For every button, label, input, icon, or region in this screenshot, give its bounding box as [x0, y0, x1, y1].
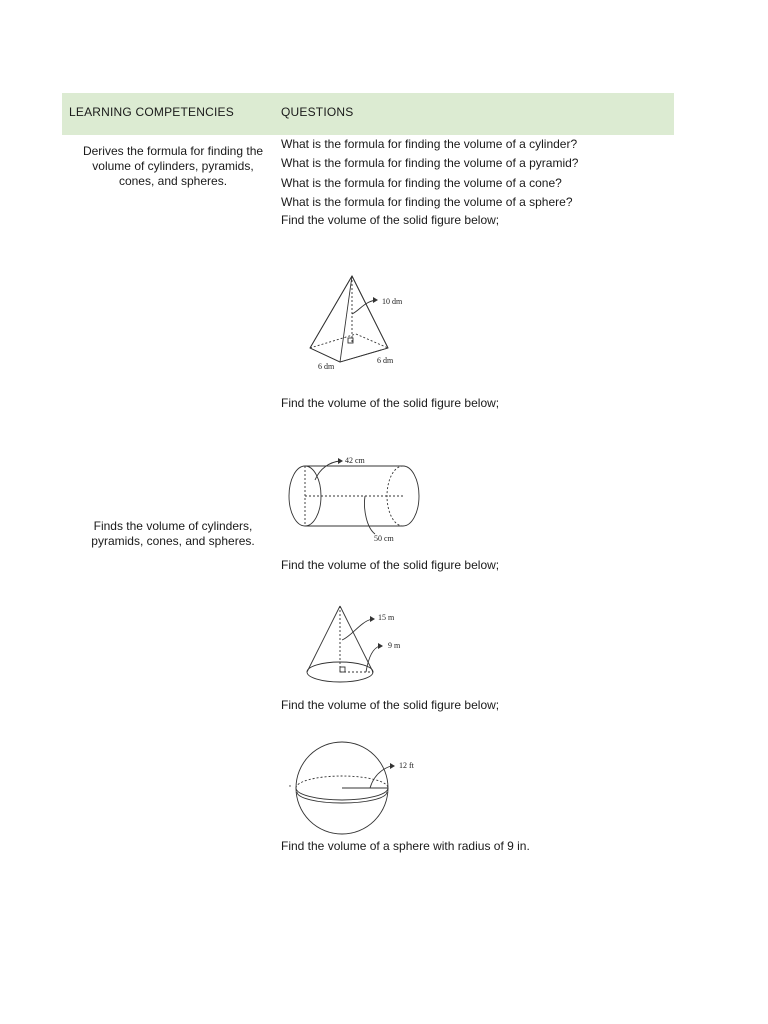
- cone-height-label: 15 m: [378, 613, 395, 622]
- question-sphere-volume: Find the volume of the solid figure below;: [281, 698, 500, 712]
- header-learning-competencies: LEARNING COMPETENCIES: [69, 105, 234, 119]
- question-cone-formula: What is the formula for finding the volume of a cone?: [281, 176, 562, 190]
- question-pyramid-volume: Find the volume of the solid figure below;: [281, 213, 500, 227]
- question-pyramid-formula: What is the formula for finding the volume of a pyramid?: [281, 156, 579, 170]
- sphere-figure: [285, 738, 435, 838]
- pyramid-base-right-label: 6 dm: [377, 356, 394, 365]
- pyramid-height-label: 10 dm: [382, 297, 403, 306]
- cylinder-diameter-label: 42 cm: [345, 456, 365, 465]
- competency-derives-formula: Derives the formula for finding the volume of cylinders, pyramids, cones, and spheres.: [82, 144, 264, 188]
- question-cylinder-formula: What is the formula for finding the volume of a cylinder?: [281, 137, 578, 151]
- competency-finds-volume: Finds the volume of cylinders, pyramids, cones, and spheres.: [91, 519, 255, 548]
- question-sphere-radius-9in: Find the volume of a sphere with radius of 9 in.: [281, 839, 530, 853]
- pyramid-base-left-label: 6 dm: [318, 362, 335, 371]
- pyramid-figure: [300, 270, 420, 380]
- question-sphere-formula: What is the formula for finding the volume of a sphere?: [281, 195, 573, 209]
- header-questions: QUESTIONS: [281, 105, 354, 119]
- cylinder-figure: [285, 450, 430, 545]
- sphere-radius-label: 12 ft: [399, 761, 414, 770]
- question-cylinder-volume: Find the volume of the solid figure below;: [281, 396, 500, 410]
- cone-radius-label: 9 m: [388, 641, 401, 650]
- cone-figure: [300, 600, 420, 695]
- question-cone-volume: Find the volume of the solid figure below;: [281, 558, 500, 572]
- cylinder-length-label: 50 cm: [374, 534, 394, 543]
